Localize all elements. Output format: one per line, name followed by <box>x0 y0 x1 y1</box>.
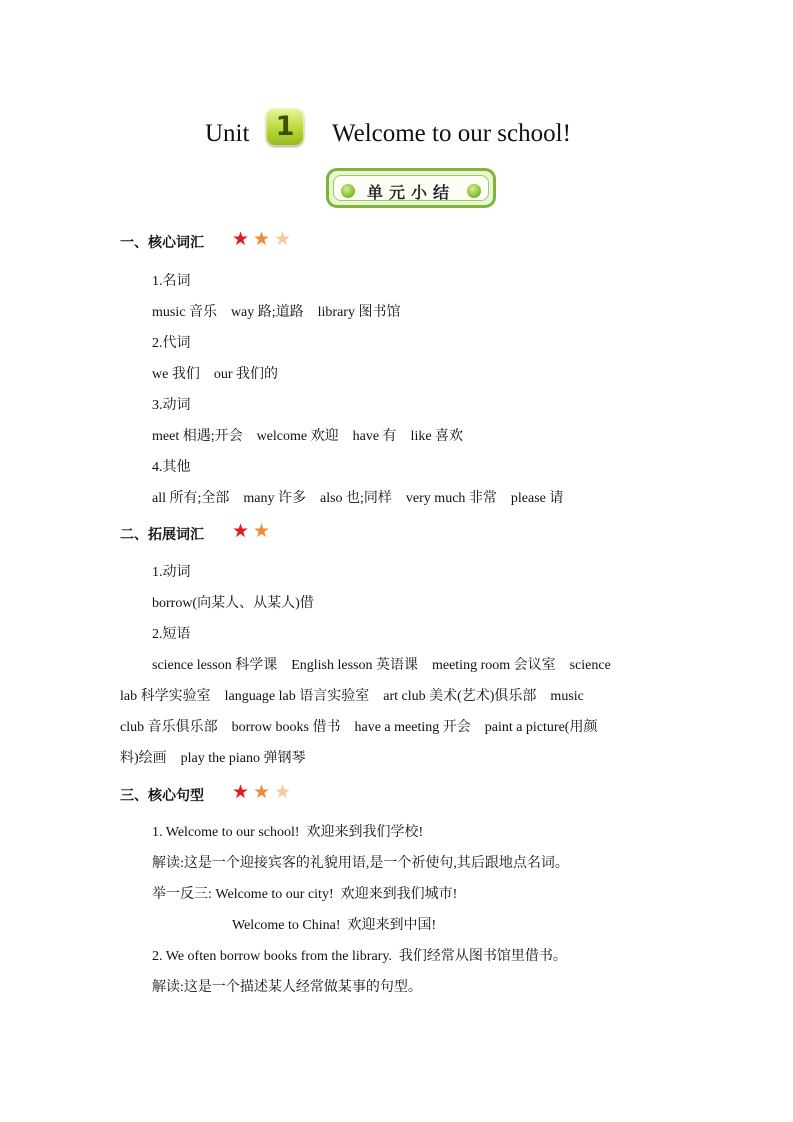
vocab-line: borrow(向某人、从某人)借 <box>152 596 314 611</box>
section-heading-core-sentences: 三、核心句型 <box>120 788 204 804</box>
unit-word: Unit <box>205 120 250 147</box>
explanation-line: 解读:这是一个描述某人经常做某事的句型。 <box>152 980 422 995</box>
unit-title-row <box>0 104 793 154</box>
star-faint-icon: ★ <box>274 228 292 250</box>
vocab-line: 2.短语 <box>152 627 191 642</box>
phrase-line: 料)绘画 play the piano 弹钢琴 <box>120 751 306 766</box>
star-icon: ★ <box>232 781 250 803</box>
summary-banner-inner <box>333 175 489 201</box>
vocab-line: 4.其他 <box>152 460 191 475</box>
section-heading-core-vocabulary: 一、核心词汇 <box>120 235 204 251</box>
vocab-line: music 音乐 way 路;道路 library 图书馆 <box>152 305 401 320</box>
phrase-line: club 音乐俱乐部 borrow books 借书 have a meeting 开会 paint a picture(用颜 <box>120 720 598 735</box>
example-line: 举一反三: Welcome to our city! 欢迎来到我们城市! <box>152 887 458 902</box>
section-heading-extended-vocabulary: 二、拓展词汇 <box>120 527 204 543</box>
vocab-line: all 所有;全部 many 许多 also 也;同样 very much 非常 please 请 <box>152 491 564 506</box>
star-icon: ★ <box>232 228 250 250</box>
vocab-line: 3.动词 <box>152 398 191 413</box>
summary-label: 单元小结 <box>366 183 455 202</box>
vocab-line: 1.名词 <box>152 274 191 289</box>
vocab-line: we 我们 our 我们的 <box>152 367 278 382</box>
star-icon: ★ <box>253 781 271 803</box>
vocab-line: 2.代词 <box>152 336 191 351</box>
example-line: Welcome to China! 欢迎来到中国! <box>232 918 437 933</box>
star-faint-icon: ★ <box>274 781 292 803</box>
phrase-line: lab 科学实验室 language lab 语言实验室 art club 美术(艺术)俱乐部 music <box>120 689 584 704</box>
unit-title: Welcome to our school! <box>332 120 571 147</box>
sentence-line: 2. We often borrow books from the library. 我们经常从图书馆里借书。 <box>152 949 567 964</box>
star-icon: ★ <box>253 228 271 250</box>
star-icon: ★ <box>232 520 250 542</box>
vocab-line: meet 相遇;开会 welcome 欢迎 have 有 like 喜欢 <box>152 429 464 444</box>
phrase-line: science lesson 科学课 English lesson 英语课 meeting room 会议室 science <box>152 658 611 673</box>
star-half-icon: ★ <box>253 520 271 542</box>
unit-number-badge: 1 <box>266 108 304 146</box>
vocab-line: 1.动词 <box>152 565 191 580</box>
sentence-line: 1. Welcome to our school! 欢迎来到我们学校! <box>152 825 424 840</box>
explanation-line: 解读:这是一个迎接宾客的礼貌用语,是一个祈使句,其后跟地点名词。 <box>152 856 569 871</box>
unit-summary-banner <box>326 168 496 208</box>
